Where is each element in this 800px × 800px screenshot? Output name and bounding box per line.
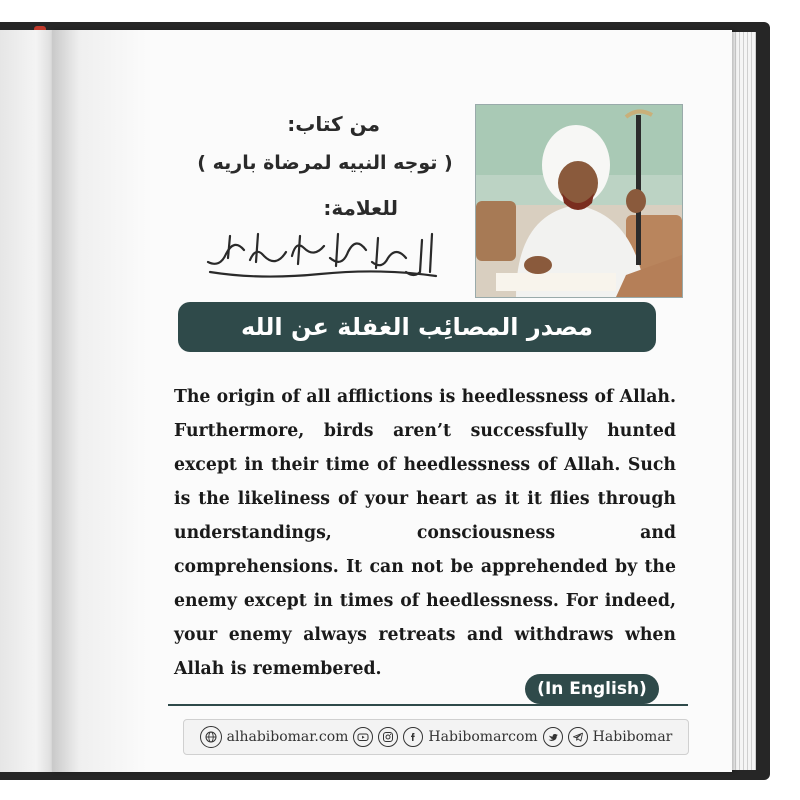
twitter-icon[interactable] bbox=[543, 727, 563, 747]
scholar-name-calligraphy bbox=[200, 228, 440, 282]
scholar-photo bbox=[475, 104, 683, 298]
youtube-icon[interactable] bbox=[353, 727, 373, 747]
globe-icon[interactable] bbox=[200, 726, 222, 748]
title-banner: مصدر المصائِب الغفلة عن الله bbox=[178, 302, 656, 352]
language-badge: (In English) bbox=[525, 674, 659, 704]
book-title: ( توجه النبيه لمرضاة باريه ) bbox=[197, 152, 453, 174]
handle-habibomarcom[interactable]: Habibomarcom bbox=[428, 729, 538, 745]
handle-habibomar[interactable]: Habibomar bbox=[592, 729, 673, 745]
left-page bbox=[0, 30, 60, 772]
scholar-label: للعلامة: bbox=[323, 196, 398, 220]
from-book-label: من كتاب: bbox=[287, 112, 380, 136]
divider-line bbox=[168, 704, 688, 706]
footer-bar bbox=[183, 719, 689, 755]
telegram-icon[interactable] bbox=[568, 727, 588, 747]
facebook-icon[interactable] bbox=[403, 727, 423, 747]
body-text: The origin of all afflictions is heedlessness of Allah. Furthermore, birds aren’t successfully hunted except in their time of heedlessness of Allah. Such is the likeliness of your heart as it it flies through understandings, consciousness and comprehensions. It can not be apprehended by the enemy except in times of heedlessness. For indeed, your enemy always retreats and withdraws when Allah is remembered. bbox=[174, 387, 676, 679]
instagram-icon[interactable] bbox=[378, 727, 398, 747]
website-link[interactable]: alhabibomar.com bbox=[226, 729, 349, 745]
